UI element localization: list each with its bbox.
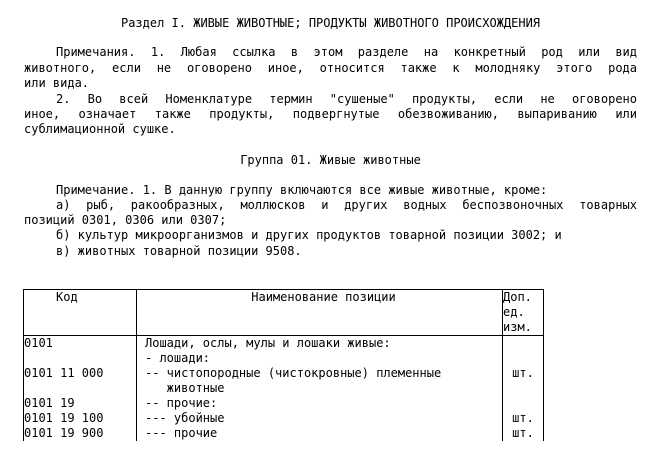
row-name: --- прочие — [137, 426, 503, 441]
row-name: --- убойные — [137, 411, 503, 426]
row-code — [24, 351, 137, 366]
row-unit: шт. — [503, 366, 544, 381]
row-code: 0101 19 — [24, 396, 137, 411]
section-title: Раздел I. ЖИВЫЕ ЖИВОТНЫЕ; ПРОДУКТЫ ЖИВОТНОГО ПРОИСХОЖДЕНИЯ — [120, 16, 541, 30]
row-unit — [503, 381, 544, 396]
group-note-line-2: а) рыб, ракообразных, моллюсков и других водных беспозвоночных товарных — [56, 198, 637, 212]
row-name: -- чистопородные (чистокровные) племенные — [137, 366, 503, 381]
row-name: Лошади, ослы, мулы и лошаки живые: — [137, 336, 503, 352]
table-row — [24, 396, 544, 411]
table-row — [24, 336, 544, 352]
table-row — [24, 426, 544, 441]
row-unit — [503, 351, 544, 366]
notes-line-4: 2. Во всей Номенклатуре термин "сушеные" продукты, если не оговорено — [56, 92, 637, 106]
row-code: 0101 19 100 — [24, 411, 137, 426]
group-note-line-1: Примечание. 1. В данную группу включаются все живые животные, кроме: — [56, 183, 548, 197]
header-name: Наименование позиции — [137, 290, 503, 336]
table-header-row — [24, 290, 544, 336]
row-unit — [503, 336, 544, 352]
row-unit — [503, 396, 544, 411]
notes-line-6: сублимационной сушке. — [24, 122, 176, 136]
group-note-line-4: б) культур микроорганизмов и других продуктов товарной позиции 3002; и — [56, 228, 562, 242]
row-unit: шт. — [503, 426, 544, 441]
group-note-line-5: в) животных товарной позиции 9508. — [56, 244, 302, 258]
row-unit: шт. — [503, 411, 544, 426]
header-unit: Доп. ед. изм. — [503, 290, 544, 336]
row-name: животные — [137, 381, 503, 396]
group-note-line-3: позиций 0301, 0306 или 0307; — [24, 213, 227, 227]
notes-line-5: иное, означает также продукты, подвергнутые обезвоживанию, выпариванию или — [24, 107, 637, 121]
notes-line-3: или вида. — [24, 76, 90, 90]
codes-table — [23, 289, 544, 441]
header-code: Код — [24, 290, 137, 336]
row-code — [24, 381, 137, 396]
table-row — [24, 351, 544, 366]
row-name: -- прочие: — [137, 396, 503, 411]
notes-line-1: Примечания. 1. Любая ссылка в этом разделе на конкретный род или вид — [56, 45, 637, 59]
table-row — [24, 411, 544, 426]
table-row — [24, 366, 544, 381]
row-code: 0101 — [24, 336, 137, 352]
row-name: - лошади: — [137, 351, 503, 366]
row-code: 0101 11 000 — [24, 366, 137, 381]
notes-line-2: животного, если не оговорено иное, относится также к молодняку этого рода — [24, 61, 637, 75]
group-title: Группа 01. Живые животные — [240, 153, 421, 167]
row-code: 0101 19 900 — [24, 426, 137, 441]
table-row — [24, 381, 544, 396]
